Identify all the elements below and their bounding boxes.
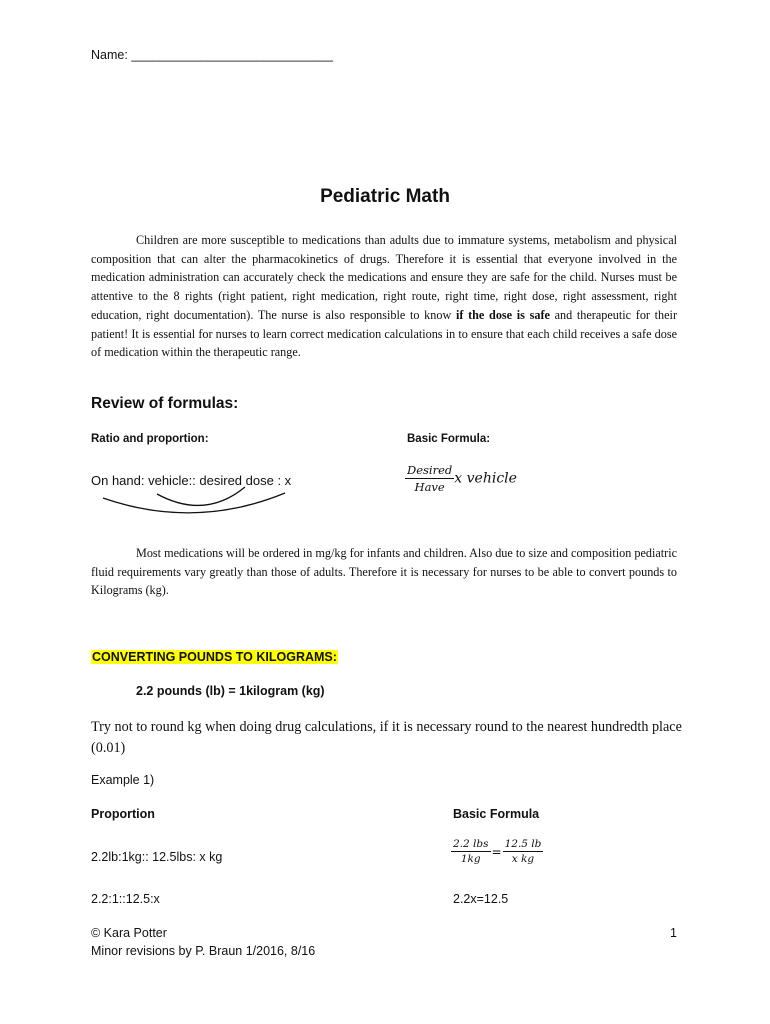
example-basic-formula-heading: Basic Formula: [453, 807, 540, 821]
basic-formula-equation-2: 2.2x=12.5: [453, 892, 509, 906]
fraction-denominator: Have: [414, 480, 445, 494]
inner-arc: [157, 487, 245, 505]
name-label: Name:: [91, 48, 128, 62]
example-label: Example 1): [91, 773, 155, 787]
proportion-equation-1: 2.2lb:1kg:: 12.5lbs: x kg: [91, 850, 223, 864]
left-denominator: 1kg: [460, 853, 481, 865]
ratio-connector-arcs: [95, 485, 305, 525]
footer-copyright: © Kara Potter: [91, 926, 167, 940]
medications-paragraph: [91, 544, 677, 600]
review-heading: Review of formulas:: [91, 395, 239, 412]
fraction-numerator: Desired: [407, 463, 453, 477]
intro-text-part2: and therapeutic for their patient! It is essential for nurses to learn correct medication calculations in to ensure that each child receives a safe dose of medication within the therapeutic range.: [91, 307, 678, 360]
page-number: 1: [670, 926, 677, 940]
converting-heading-highlighted: CONVERTING POUNDS TO KILOGRAMS:: [92, 650, 337, 664]
right-fraction: [503, 838, 544, 865]
ratio-equation: On hand: vehicle:: desired dose : x: [91, 473, 292, 488]
basic-formula-label: Basic Formula:: [407, 433, 491, 445]
name-field: [91, 48, 333, 62]
intro-bold-phrase: if the dose is safe: [455, 307, 550, 322]
outer-arc: [103, 493, 285, 513]
proportion-heading: Proportion: [91, 807, 155, 821]
left-fraction: [451, 838, 491, 865]
conversion-factor: 2.2 pounds (lb) = 1kilogram (kg): [136, 684, 325, 698]
basic-formula-equation: [405, 463, 517, 494]
footer-revisions: Minor revisions by P. Braun 1/2016, 8/16: [91, 944, 316, 958]
right-denominator: x kg: [511, 853, 535, 865]
page-title: Pediatric Math: [320, 186, 450, 207]
equals-sign: =: [491, 844, 502, 859]
left-numerator: 2.2 lbs: [453, 838, 489, 850]
name-blank-line[interactable]: _____________________________: [131, 48, 333, 62]
desired-over-have-fraction: [405, 463, 454, 494]
right-numerator: 12.5 lb: [504, 838, 542, 850]
ratio-proportion-label: Ratio and proportion:: [91, 433, 209, 445]
intro-text-part1: Children are more susceptible to medications than adults due to immature systems, metabolism and physical composition that can alter the pharmacokinetics of drugs. Therefore it is essential that everyone involved in the medication administration can accurately check the medications and ensure they are safe for the child. Nurses must be attentive to the 8 rights (right patient, right medication, right route, right time, right dose, right assessment, right education, right documentation). The nurse is also responsible to know: [91, 233, 677, 322]
rounding-note: Try not to round kg when doing drug calculations, if it is necessary round to the nearest hundredth place (0.01): [91, 719, 682, 756]
medications-text: Most medications will be ordered in mg/kg for infants and children. Also due to size and composition pediatric fluid requirements vary greatly than those of adults. Therefore it is necessary for nurses to be able to convert pounds to Kilograms (kg).: [91, 546, 677, 598]
proportion-equation-2: 2.2:1::12.5:x: [91, 892, 160, 906]
basic-formula-example-equation: [451, 838, 543, 865]
intro-paragraph: [91, 231, 677, 362]
formula-vehicle-term: x vehicle: [454, 470, 517, 487]
